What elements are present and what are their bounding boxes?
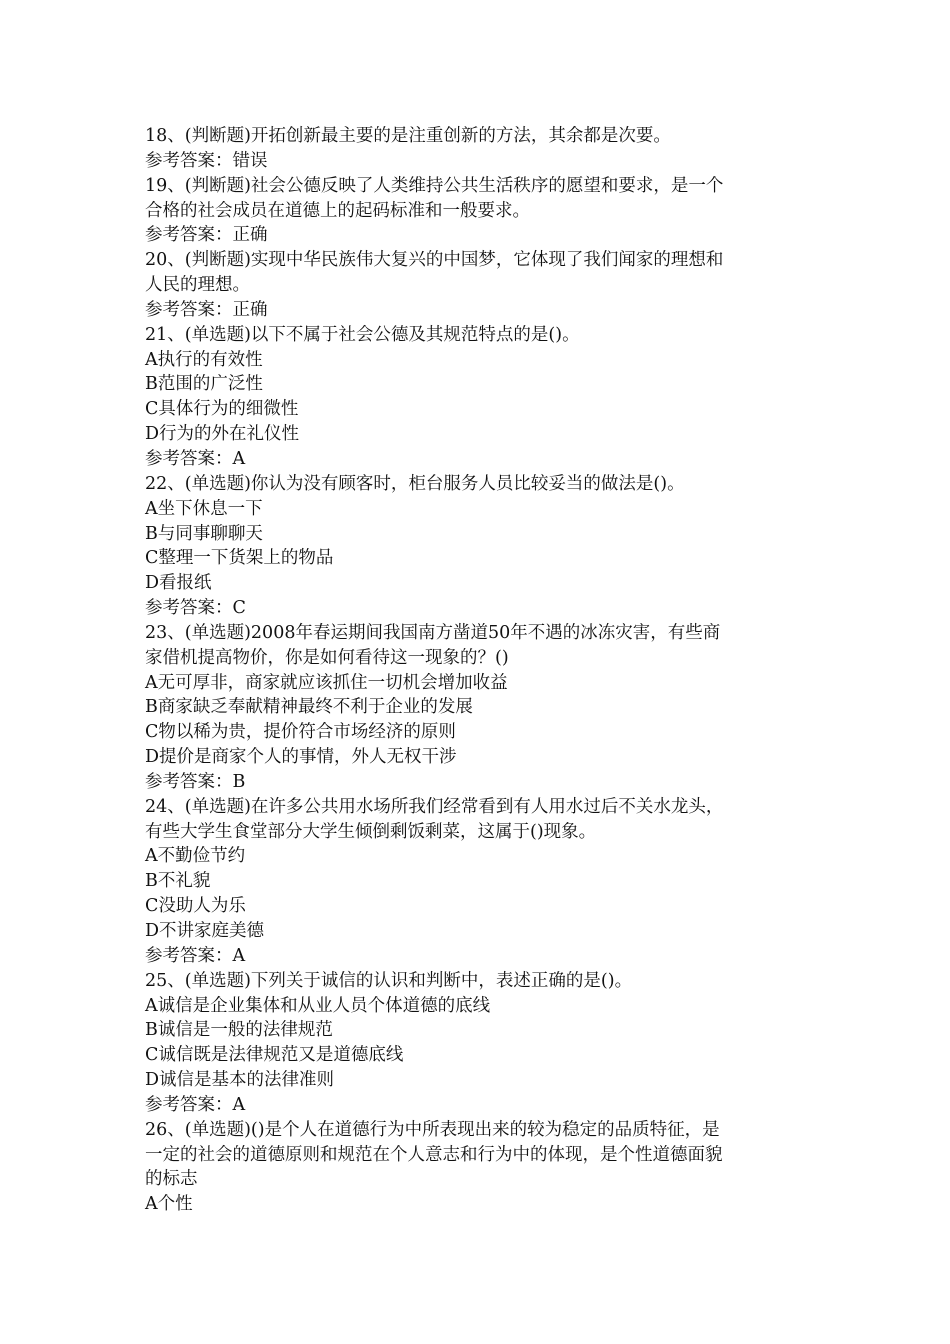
q24-option-a: A不勤俭节约 bbox=[145, 846, 246, 867]
q25-option-a: A诚信是企业集体和从业人员个体道德的底线 bbox=[145, 995, 491, 1016]
q23-question-line1: 23、(单选题)2008年春运期间我国南方凿道50年不遇的冰冻灾害，有些商 bbox=[145, 622, 721, 643]
q22-answer: 参考答案：C bbox=[145, 598, 246, 619]
q23-answer: 参考答案：B bbox=[145, 771, 246, 792]
q24-option-d: D不讲家庭美德 bbox=[145, 921, 265, 941]
q23-option-c: C物以稀为贵，提价符合市场经济的原则 bbox=[145, 722, 456, 743]
q20-answer: 参考答案：正确 bbox=[145, 299, 268, 320]
q23-option-b: B商家缺乏奉献精神最终不利于企业的发展 bbox=[145, 697, 473, 718]
q22-option-b: B与同事聊聊天 bbox=[145, 523, 263, 544]
q25-option-d: D诚信是基本的法律准则 bbox=[145, 1070, 335, 1091]
q23-option-d: D提价是商家个人的事情，外人无权干涉 bbox=[145, 747, 457, 768]
q22-option-d: D看报纸 bbox=[145, 573, 212, 594]
q26-question-line1: 26、(单选题)()是个人在道德行为中所表现出来的较为稳定的品质特征，是 bbox=[145, 1119, 720, 1140]
q18-answer: 参考答案：错误 bbox=[145, 150, 268, 171]
q21-option-d: D行为的外在礼仪性 bbox=[145, 424, 300, 445]
q21-option-c: C具体行为的细微性 bbox=[145, 399, 299, 420]
q24-option-c: C没助人为乐 bbox=[145, 896, 246, 917]
q19-answer: 参考答案：正确 bbox=[145, 225, 268, 246]
q19-question-line1: 19、(判断题)社会公德反映了人类维持公共生活秩序的愿望和要求，是一个 bbox=[145, 175, 724, 196]
q26-question-line3: 的标志 bbox=[145, 1169, 198, 1190]
q21-answer: 参考答案：A bbox=[145, 448, 246, 469]
q25-question: 25、(单选题)下列关于诚信的认识和判断中，表述正确的是()。 bbox=[145, 970, 633, 991]
q23-question-line2: 家借机提高物价，你是如何看待这一现象的？() bbox=[145, 647, 509, 668]
q25-answer: 参考答案：A bbox=[145, 1094, 246, 1115]
q21-question: 21、(单选题)以下不属于社会公德及其规范特点的是()。 bbox=[145, 324, 580, 345]
q20-question-line1: 20、(判断题)实现中华民族伟大复兴的中国梦，它体现了我们闻家的理想和 bbox=[145, 250, 724, 271]
q24-question-line2: 有些大学生食堂部分大学生倾倒剩饭剩菜，这属于()现象。 bbox=[145, 821, 597, 842]
q24-option-b: B不礼貌 bbox=[145, 871, 211, 892]
q19-question-line2: 合格的社会成员在道德上的起码标准和一般要求。 bbox=[145, 200, 530, 221]
q24-question-line1: 24、(单选题)在许多公共用水场所我们经常看到有人用水过后不关水龙头， bbox=[145, 796, 724, 817]
document-page bbox=[145, 124, 825, 1217]
q21-option-a: A执行的有效性 bbox=[145, 349, 263, 370]
q24-answer: 参考答案：A bbox=[145, 945, 246, 966]
q23-option-a: A无可厚非，商家就应该抓住一切机会增加收益 bbox=[145, 672, 508, 693]
q18-question: 18、(判断题)开拓创新最主要的是注重创新的方法，其余都是次要。 bbox=[145, 126, 671, 146]
q26-option-a: A个性 bbox=[145, 1194, 193, 1215]
q22-option-c: C整理一下货架上的物品 bbox=[145, 548, 334, 569]
q20-question-line2: 人民的理想。 bbox=[145, 275, 250, 296]
q25-option-b: B诚信是一般的法律规范 bbox=[145, 1020, 333, 1041]
q25-option-c: C诚信既是法律规范又是道德底线 bbox=[145, 1045, 404, 1066]
q22-option-a: A坐下休息一下 bbox=[145, 498, 263, 519]
q22-question: 22、(单选题)你认为没有顾客时，柜台服务人员比较妥当的做法是()。 bbox=[145, 473, 685, 494]
q21-option-b: B范围的广泛性 bbox=[145, 374, 263, 395]
q26-question-line2: 一定的社会的道德原则和规范在个人意志和行为中的体现，是个性道德面貌 bbox=[145, 1144, 723, 1165]
